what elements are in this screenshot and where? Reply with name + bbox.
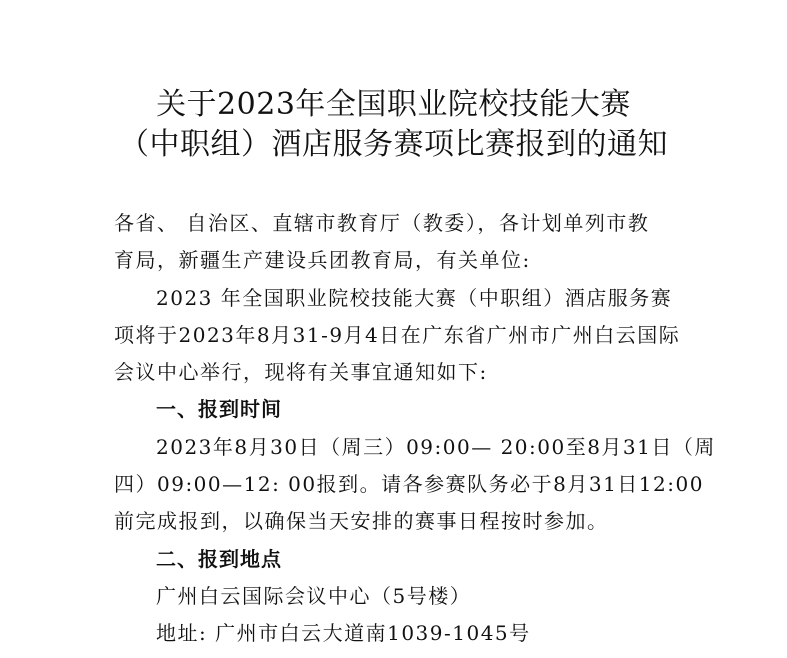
registration-time-line-3: 前完成报到，以确保当天安排的赛事日程按时参加。 [114, 509, 609, 533]
document-title-line-2: （中职组）酒店服务赛项比赛报到的通知 [119, 127, 668, 162]
addressee-line-2: 育局，新疆生产建设兵团教育局，有关单位: [114, 248, 531, 272]
section-heading-registration-location: 二、报到地点 [156, 547, 282, 571]
registration-location-address: 地址: 广州市白云大道南1039-1045号 [156, 621, 531, 645]
intro-paragraph-line-3: 会议中心举行，现将有关事宜通知如下: [114, 360, 488, 384]
intro-paragraph-line-2: 项将于2023年8月31-9月4日在广东省广州市广州白云国际 [114, 323, 681, 347]
registration-location-name: 广州白云国际会议中心（5号楼） [156, 584, 472, 608]
registration-time-line-1: 2023年8月30日（周三）09:00— 20:00至8月31日（周 [156, 435, 716, 459]
document-title-line-1: 关于2023年全国职业院校技能大赛 [156, 87, 631, 122]
intro-paragraph-line-1: 2023 年全国职业院校技能大赛（中职组）酒店服务赛 [156, 286, 673, 310]
section-heading-registration-time: 一、报到时间 [156, 397, 282, 421]
addressee-line-1: 各省、 自治区、直辖市教育厅（教委），各计划单列市教 [114, 211, 650, 235]
registration-time-line-2: 四）09:00—12: 00报到。请各参赛队务必于8月31日12:00 [114, 472, 704, 496]
